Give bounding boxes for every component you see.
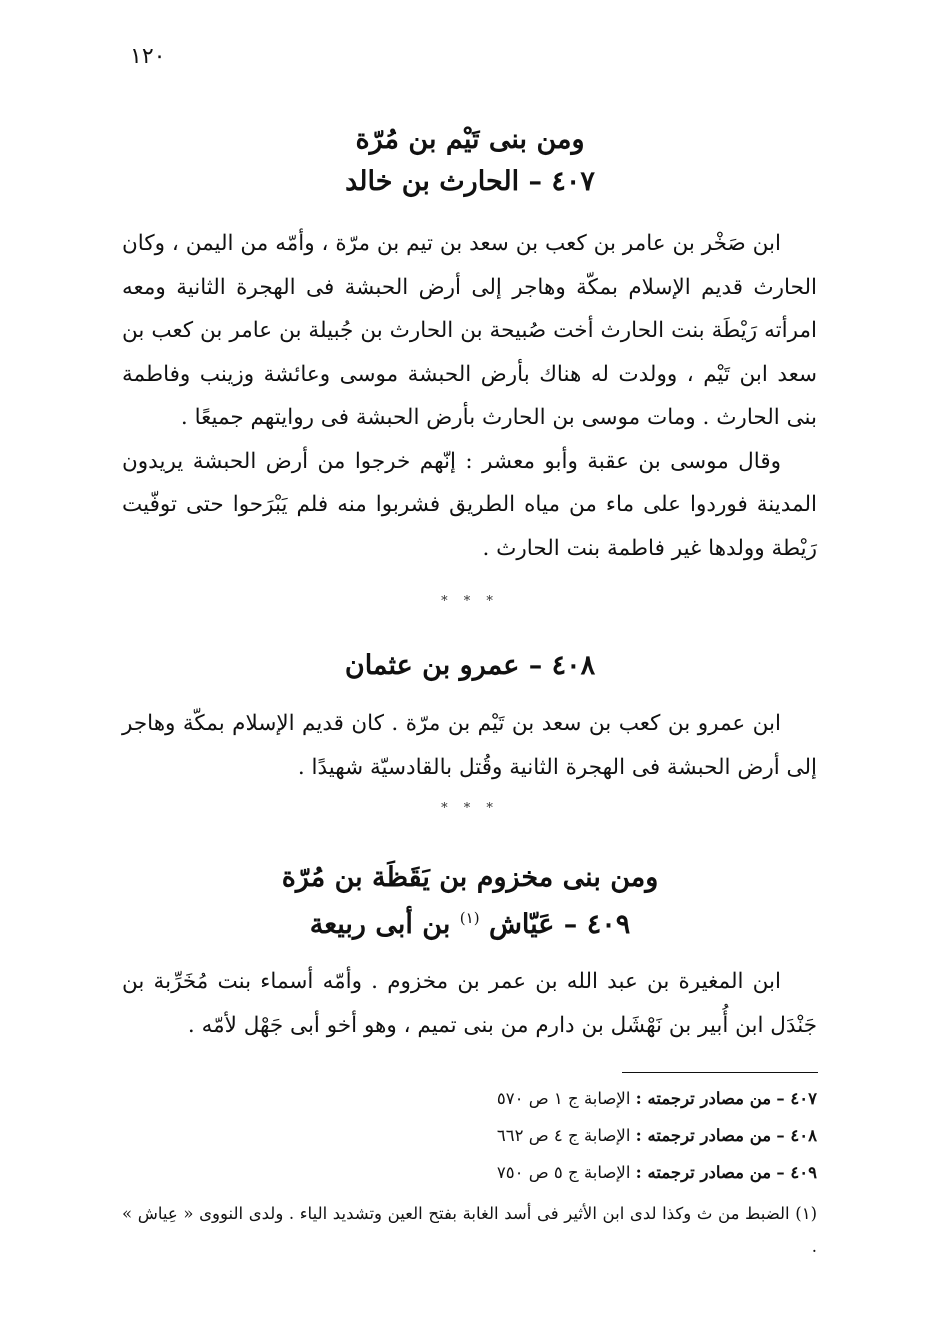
footnote-text: الإصابة ج ٤ ص ٦٦٢ (496, 1126, 631, 1145)
footnote-text: الإصابة ج ١ ص ٥٧٠ (496, 1089, 631, 1108)
group-heading-bani-taym: ومن بنى تَيْم بن مُرّة (355, 124, 585, 155)
entry-407-body (122, 222, 817, 570)
paragraph: وقال موسى بن عقبة وأبو معشر : إنّهم خرجوا من أرض الحبشة يريدون المدينة فوردوا على ماء من مياه الطريق فشربوا منه فلم يَبْرَحوا حتى توفّيت رَيْطة وولدها غير فاطمة بنت الحارث . (122, 448, 817, 561)
group-heading-bani-makhzum: ومن بنى مخزوم بن يَقَظَة بن مُرّة (281, 862, 659, 893)
paragraph: ابن عمرو بن كعب بن سعد بن تَيْم بن مرّة . كان قديم الإسلام بمكّة وهاجر إلى أرض الحبشة فى الهجرة الثانية وقُتل بالقادسيّة شهيدًا . (122, 711, 817, 780)
footnote-source-409 (122, 1154, 817, 1191)
page-number: ١٢٠ (130, 44, 166, 69)
paragraph: ابن المغيرة بن عبد الله بن عمر بن مخزوم . وأمّه أسماء بنت مُخَرِّبة بن جَنْدَل ابن أُبير بن نَهْشَل بن دارم من بنى تميم ، وهو أخو أبى جَهْل لأمّه . (122, 969, 817, 1038)
entry-heading-408: ٤٠٨ – عمرو بن عثمان (344, 650, 596, 681)
entry-heading-409-rest: بن أبى ربيعة (309, 909, 451, 940)
footnote-label: من مصادر ترجمته : (635, 1126, 772, 1145)
entry-heading-407: ٤٠٧ – الحارث بن خالد (345, 166, 595, 197)
footnote-label: من مصادر ترجمته : (635, 1089, 772, 1108)
section-separator: * * * (441, 594, 499, 609)
footnote-rule (622, 1072, 818, 1073)
entry-heading-409-main: ٤٠٩ – عَيّاش (488, 909, 631, 940)
entry-heading-409 (0, 898, 940, 945)
footnote-label: من مصادر ترجمته : (635, 1163, 772, 1182)
footnote-number: ٤٠٩ – (776, 1163, 817, 1182)
footnote-number: ٤٠٧ – (776, 1089, 817, 1108)
footnote-number: ٤٠٨ – (776, 1126, 817, 1145)
footnote-text: الإصابة ج ٥ ص ٧٥٠ (496, 1163, 631, 1182)
footnote-note-text: (١) الضبط من ث وكذا لدى ابن الأثير فى أسد الغابة بفتح العين وتشديد الياء . ولدى النووى « عِياش » . (122, 1204, 817, 1256)
section-separator: * * * (441, 801, 499, 816)
footnote-source-407 (122, 1080, 817, 1117)
entry-409-body (122, 960, 817, 1047)
footnote-source-408 (122, 1117, 817, 1154)
footnote-note-1 (122, 1197, 817, 1263)
entry-408-body (122, 702, 817, 789)
footnote-sources (122, 1080, 817, 1191)
paragraph: ابن صَخْر بن عامر بن كعب بن سعد بن تيم بن مرّة ، وأمّه من اليمن ، وكان الحارث قديم الإسلام بمكّة وهاجر إلى أرض الحبشة فى الهجرة الثانية ومعه امرأته رَيْطَة بنت الحارث أخت صُبيحة بن الحارث بن جُبيلة بن عامر بن كعب بن سعد ابن تَيْم ، وولدت له هناك بأرض الحبشة موسى وعائشة وزينب وفاطمة بنى الحارث . ومات موسى بن الحارث بأرض الحبشة فى روايتهم جميعًا . (122, 231, 817, 430)
footnote-ref: (١) (459, 909, 480, 927)
